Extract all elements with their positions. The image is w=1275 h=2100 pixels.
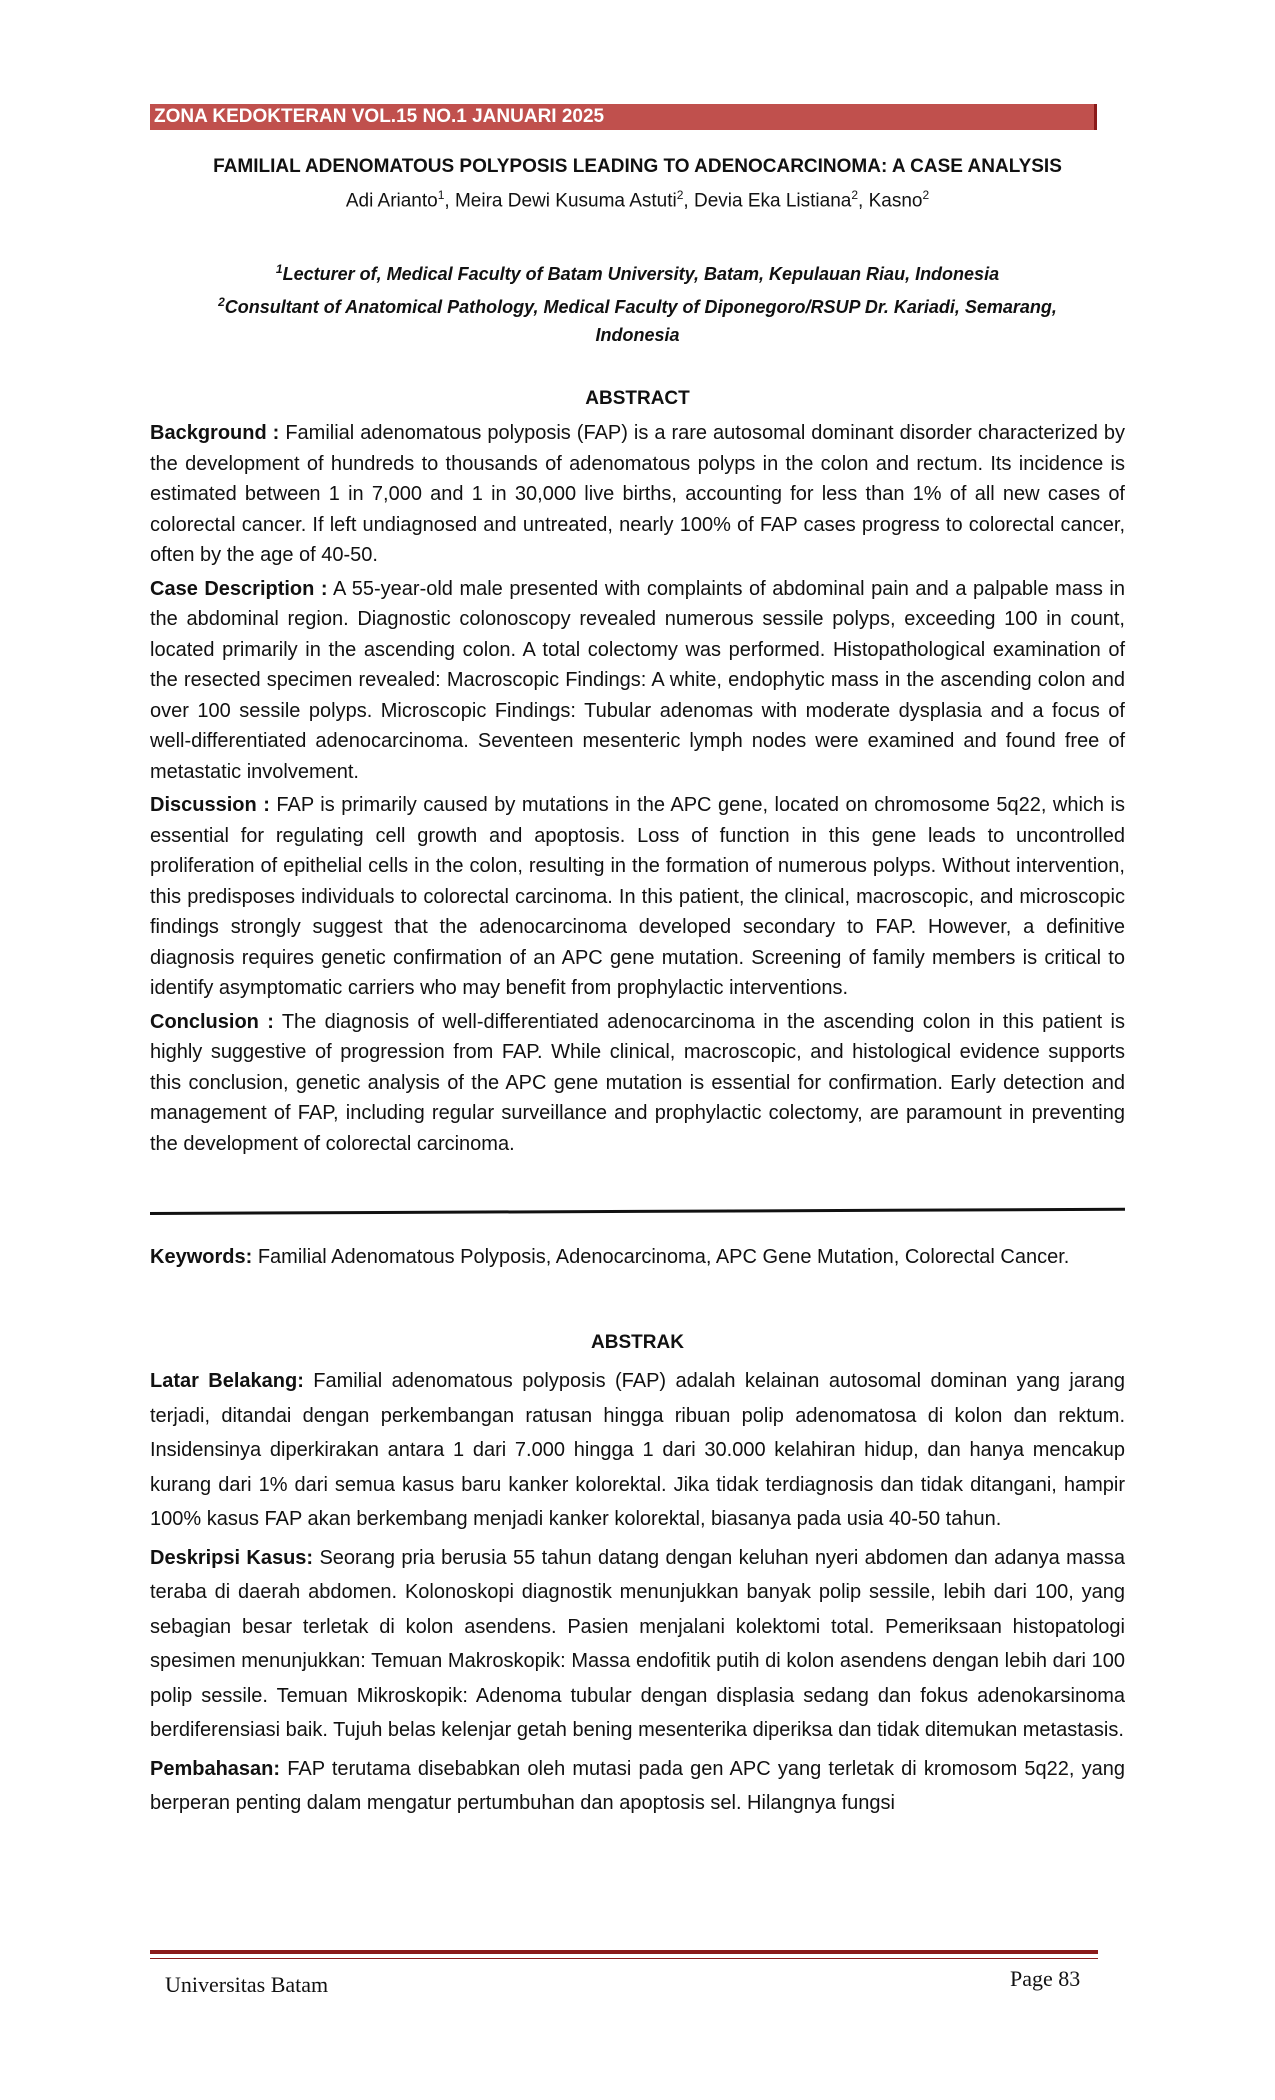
abstract-section	[150, 418, 1125, 571]
section-text: A 55-year-old male presented with complaints of abdominal pain and a palpable mass in the abdominal region. Diagnostic colonoscopy revealed numerous sessile polyps, exceeding 100 in count, located primarily in the ascending colon. A total colectomy was performed. Histopathological examination of the resected specimen revealed: Macroscopic Findings: A white, endophytic mass in the ascending colon and over 100 sessile polyps. Microscopic Findings: Tubular adenomas with moderate dysplasia and a focus of well-differentiated adenocarcinoma. Seventeen mesenteric lymph nodes were examined and found free of metastatic involvement.	[150, 577, 1126, 783]
affiliation-line	[200, 255, 1075, 288]
author-name: Meira Dewi Kusuma Astuti	[454, 190, 677, 212]
abstract-english	[150, 418, 1125, 1162]
section-label: Deskripsi Kasus:	[150, 1546, 314, 1569]
affiliation-text: Consultant of Anatomical Pathology, Medical Faculty of Diponegoro/RSUP Dr. Kariadi, Semarang, Indonesia	[224, 297, 1057, 345]
author-affiliation-mark: 1	[437, 188, 445, 202]
section-label: Conclusion :	[150, 1010, 274, 1033]
page-number: Page 83	[1010, 1966, 1081, 1991]
section-text: Seorang pria berusia 55 tahun datang dengan keluhan nyeri abdomen dan adanya massa teraba di daerah abdomen. Kolonoskopi diagnostik menunjukkan banyak polip sessile, lebih dari 100, yang sebagian besar terletak di kolon asendens. Pasien menjalani kolektomi total. Pemeriksaan histopatologi spesimen menunjukkan: Temuan Makroskopik: Massa endofitik putih di kolon asendens dengan lebih dari 100 polip sessile. Temuan Mikroskopik: Adenoma tubular dengan displasia sedang dan fokus adenokarsinoma berdiferensiasi baik. Tujuh belas kelenjar getah bening mesenterika diperiksa dan tidak ditemukan metastasis.	[150, 1546, 1125, 1741]
abstract-section	[150, 574, 1125, 788]
footer-rule-thin	[150, 1958, 1098, 1959]
keywords-label: Keywords:	[150, 1246, 253, 1268]
footer-institution: Universitas Batam	[165, 1972, 329, 1997]
abstract-section	[150, 1007, 1125, 1160]
abstract-section	[150, 1752, 1125, 1821]
abstract-heading: ABSTRACT	[585, 388, 690, 409]
abstract-section	[150, 790, 1125, 1004]
section-text: FAP is primarily caused by mutations in the APC gene, located on chromosome 5q22, which is essential for regulating cell growth and apoptosis. Loss of function in this gene leads to uncontrolled proliferation of epithelial cells in the colon, resulting in the formation of numerous polyps. Without intervention, this predisposes individuals to colorectal carcinoma. In this patient, the clinical, macroscopic, and microscopic findings strongly suggest that the adenocarcinoma developed secondary to FAP. However, a definitive diagnosis requires genetic confirmation of an APC gene mutation. Screening of family members is critical to identify asymptomatic carriers who may benefit from prophylactic interventions.	[150, 794, 1125, 999]
affiliation-mark: 2	[218, 295, 225, 309]
article-title: FAMILIAL ADENOMATOUS POLYPOSIS LEADING TO ADENOCARCINOMA: A CASE ANALYSIS	[213, 156, 1062, 177]
journal-issue-label: ZONA KEDOKTERAN VOL.15 NO.1 JANUARI 2025	[154, 106, 605, 127]
affiliation-mark: 1	[275, 262, 283, 276]
keywords-text: Familial Adenomatous Polyposis, Adenocarcinoma, APC Gene Mutation, Colorectal Cancer.	[257, 1246, 1070, 1268]
keywords	[150, 1242, 1125, 1272]
abstract-section	[150, 1541, 1125, 1748]
author-name: Devia Eka Listiana	[693, 190, 852, 212]
author-affiliation-mark: 2	[676, 188, 684, 202]
abstract-divider	[150, 1208, 1125, 1215]
author-list: Adi Arianto$^1$, Meira Dewi Kusuma Astuti$^2$, Devia Eka Listiana$^2$, Kasno$^2$	[345, 188, 930, 212]
affiliations	[200, 255, 1075, 349]
abstrak-heading: ABSTRAK	[591, 1332, 684, 1353]
journal-header-bar	[150, 104, 1097, 130]
affiliation-text: Lecturer of, Medical Faculty of Batam University, Batam, Kepulauan Riau, Indonesia	[282, 264, 1000, 284]
footer-rule-thick	[150, 1950, 1098, 1954]
section-text: The diagnosis of well-differentiated adenocarcinoma in the ascending colon in this patient is highly suggestive of progression from FAP. While clinical, macroscopic, and histological evidence supports this conclusion, genetic analysis of the APC gene mutation is essential for confirmation. Early detection and management of FAP, including regular surveillance and prophylactic colectomy, are paramount in preventing the development of colorectal carcinoma.	[150, 1010, 1125, 1155]
section-label: Background :	[150, 422, 280, 444]
author-name: Kasno	[868, 190, 923, 212]
section-text: FAP terutama disebabkan oleh mutasi pada gen APC yang terletak di kromosom 5q22, yang berperan penting dalam mengatur pertumbuhan dan apoptosis sel. Hilangnya fungsi	[150, 1757, 1125, 1814]
section-text: Familial adenomatous polyposis (FAP) adalah kelainan autosomal dominan yang jarang terjadi, ditandai dengan perkembangan ratusan hingga ribuan polip adenomatosa di kolon dan rektum. Insidensinya diperkirakan antara 1 dari 7.000 hingga 1 dari 30.000 kelahiran hidup, dan hanya mencakup kurang dari 1% dari semua kasus baru kanker kolorektal. Jika tidak terdiagnosis dan tidak ditangani, hampir 100% kasus FAP akan berkembang menjadi kanker kolorektal, biasanya pada usia 40-50 tahun.	[150, 1370, 1125, 1530]
section-text: Familial adenomatous polyposis (FAP) is a rare autosomal dominant disorder characterized by the development of hundreds to thousands of adenomatous polyps in the colon and rectum. Its incidence is estimated between 1 in 7,000 and 1 in 30,000 live births, accounting for less than 1% of all new cases of colorectal cancer. If left undiagnosed and untreated, nearly 100% of FAP cases progress to colorectal cancer, often by the age of 40-50.	[150, 422, 1125, 566]
author-name: Adi Arianto	[345, 190, 438, 212]
affiliation-line	[200, 288, 1075, 349]
abstract-indonesian	[150, 1364, 1125, 1825]
author-affiliation-mark: 2	[851, 188, 859, 202]
abstract-section	[150, 1364, 1125, 1537]
section-label: Latar Belakang:	[150, 1370, 304, 1392]
author-affiliation-mark: 2	[922, 188, 930, 202]
section-label: Discussion :	[150, 794, 270, 816]
section-label: Case Description :	[150, 577, 328, 600]
section-label: Pembahasan:	[150, 1757, 281, 1780]
